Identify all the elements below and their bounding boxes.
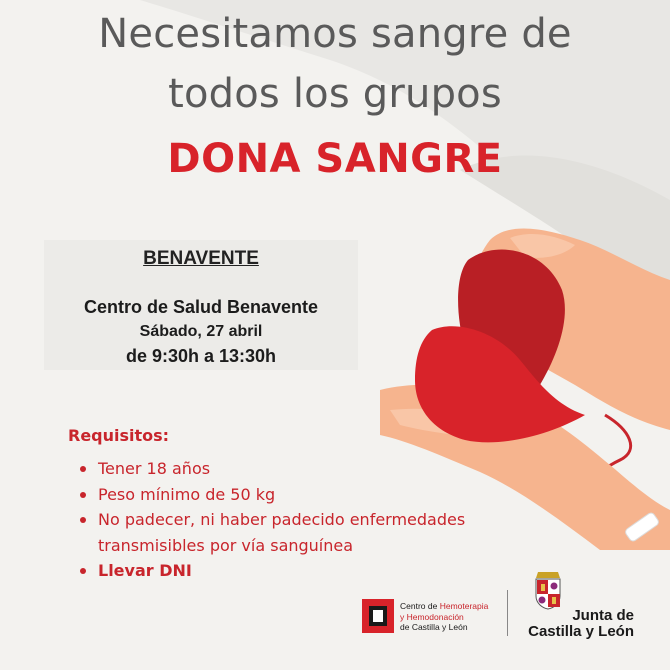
headline-line-2: todos los grupos [168,71,502,117]
castilla-leon-crest-icon [532,570,564,610]
requirement-text: Llevar DNI [98,561,192,580]
location-title: BENAVENTE [143,248,259,269]
chemcyl-line-3: de Castilla y León [400,622,468,632]
requirements-list [80,456,550,584]
jcl-line-1: Junta de [572,607,634,624]
event-info-box [44,240,358,370]
list-item [80,558,550,584]
bullet-icon [80,492,86,498]
chemcyl-red-1: Hemoterapia [439,601,489,611]
requirement-text: Tener 18 años [98,459,211,478]
dona-sangre-title: DONA SANGRE [167,136,503,182]
event-hours: de 9:30h a 13:30h [125,346,277,366]
chemcyl-text [400,601,488,633]
jcl-line-2: Castilla y León [528,623,634,640]
list-item-continuation [80,533,550,559]
list-item [80,456,550,482]
list-item [80,482,550,508]
requirement-text: transmisibles por vía sanguínea [98,535,354,555]
requirement-text: Peso mínimo de 50 kg [98,484,276,504]
bullet-icon [80,568,86,574]
bullet-icon [80,517,86,523]
headline-line-1: Necesitamos sangre de [98,11,572,57]
hemotherapy-logo-icon [362,599,394,633]
venue-name: Centro de Salud Benavente [83,297,319,317]
requirement-text: No padecer, ni haber padecido enfermedades [98,510,466,529]
logo-divider [507,590,508,636]
jcl-text [526,608,634,640]
event-date: Sábado, 27 abril [139,323,263,340]
junta-castilla-leon-logo [520,570,640,640]
chemcyl-line-1: Centro de [400,601,440,611]
bullet-icon [80,466,86,472]
chemcyl-logo [362,596,502,636]
chemcyl-red-2: y Hemodonación [400,611,464,622]
requirements-title: Requisitos: [68,426,170,445]
list-item [80,507,550,533]
